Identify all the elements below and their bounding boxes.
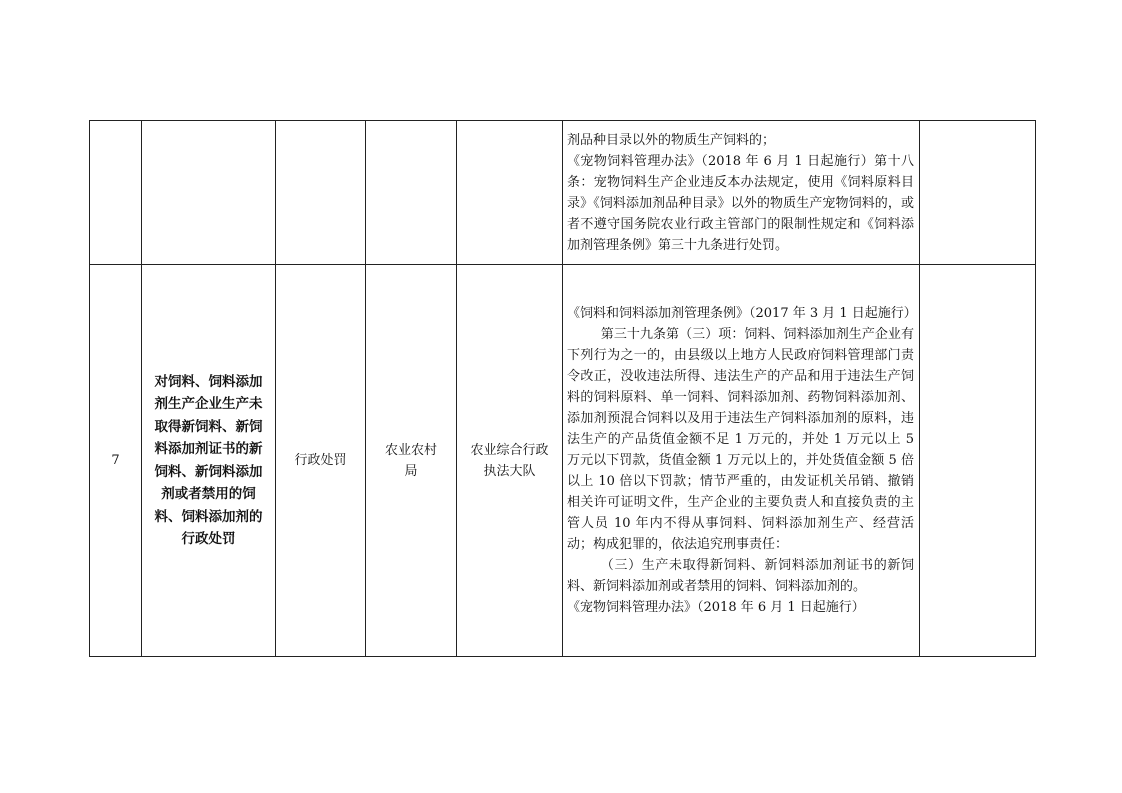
- basis-paragraph: 第三十九条第（三）项：饲料、饲料添加剂生产企业有下列行为之一的，由县级以上地方人民政府饲料管理部门责令改正，没收违法所得、违法生产的产品和用于违法生产饲料的饲料原料、单一饲料、饲料添加剂、药物饲料添加剂、添加剂预混合饲料以及用于违法生产饲料添加剂的原料，违法生产的产品货值金额不足 1 万元的，并处 1 万元以上 5 万元以下罚款，货值金额 1 万元以上的，并处货值金额 5 倍以上 10 倍以下罚款；情节严重的，由发证机关吊销、撤销相关许可证明文件，生产企业的主要负责人和直接负责的主管人员 10 年内不得从事饲料、饲料添加剂生产、经营活动；构成犯罪的，依法追究刑事责任：: [567, 327, 914, 552]
- table-row: [90, 265, 1036, 657]
- item-name: [142, 121, 276, 265]
- basis-paragraph: 剂品种目录以外的物质生产饲料的；: [567, 132, 776, 148]
- implementing-body: 农业农村局: [384, 442, 437, 479]
- regulation-table: [89, 120, 1036, 657]
- implementing-body-cell: [366, 265, 457, 657]
- basis-paragraph: （三）生产未取得新饲料、新饲料添加剂证书的新饲料、新饲料添加剂或者禁用的饲料、饲料添加剂的。: [567, 558, 914, 594]
- executing-body: [457, 121, 563, 265]
- basis-paragraph: 《宠物饲料管理办法》（2018 年 6 月 1 日起施行）第十八条：宠物饲料生产企业违反本办法规定，使用《饲料原料目录》《饲料添加剂品种目录》以外的物质生产宠物饲料的，或者不遵守国务院农业行政主管部门的限制性规定和《饲料添加剂管理条例》第三十九条进行处罚。: [567, 153, 914, 253]
- basis-paragraph: 《饲料和饲料添加剂管理条例》（2017 年 3 月 1 日起施行）: [567, 306, 917, 321]
- power-type: [276, 121, 366, 265]
- row-number: [90, 121, 142, 265]
- legal-basis-cell: [563, 265, 920, 657]
- remarks: [920, 121, 1036, 265]
- item-name: 对饲料、饲料添加剂生产企业生产未取得新饲料、新饲料添加剂证书的新饲料、新饲料添加剂或者禁用的饲料、饲料添加剂的行政处罚: [154, 373, 263, 547]
- row-number: 7: [90, 265, 142, 657]
- legal-basis-cell: [563, 121, 920, 265]
- remarks: [920, 265, 1036, 657]
- table-row: [90, 121, 1036, 265]
- implementing-body: [366, 121, 457, 265]
- power-type: 行政处罚: [276, 265, 366, 657]
- executing-body: 农业综合行政执法大队: [470, 442, 549, 479]
- basis-paragraph: 《宠物饲料管理办法》（2018 年 6 月 1 日起施行）: [567, 600, 865, 615]
- executing-body-cell: [457, 265, 563, 657]
- item-name-cell: [142, 265, 276, 657]
